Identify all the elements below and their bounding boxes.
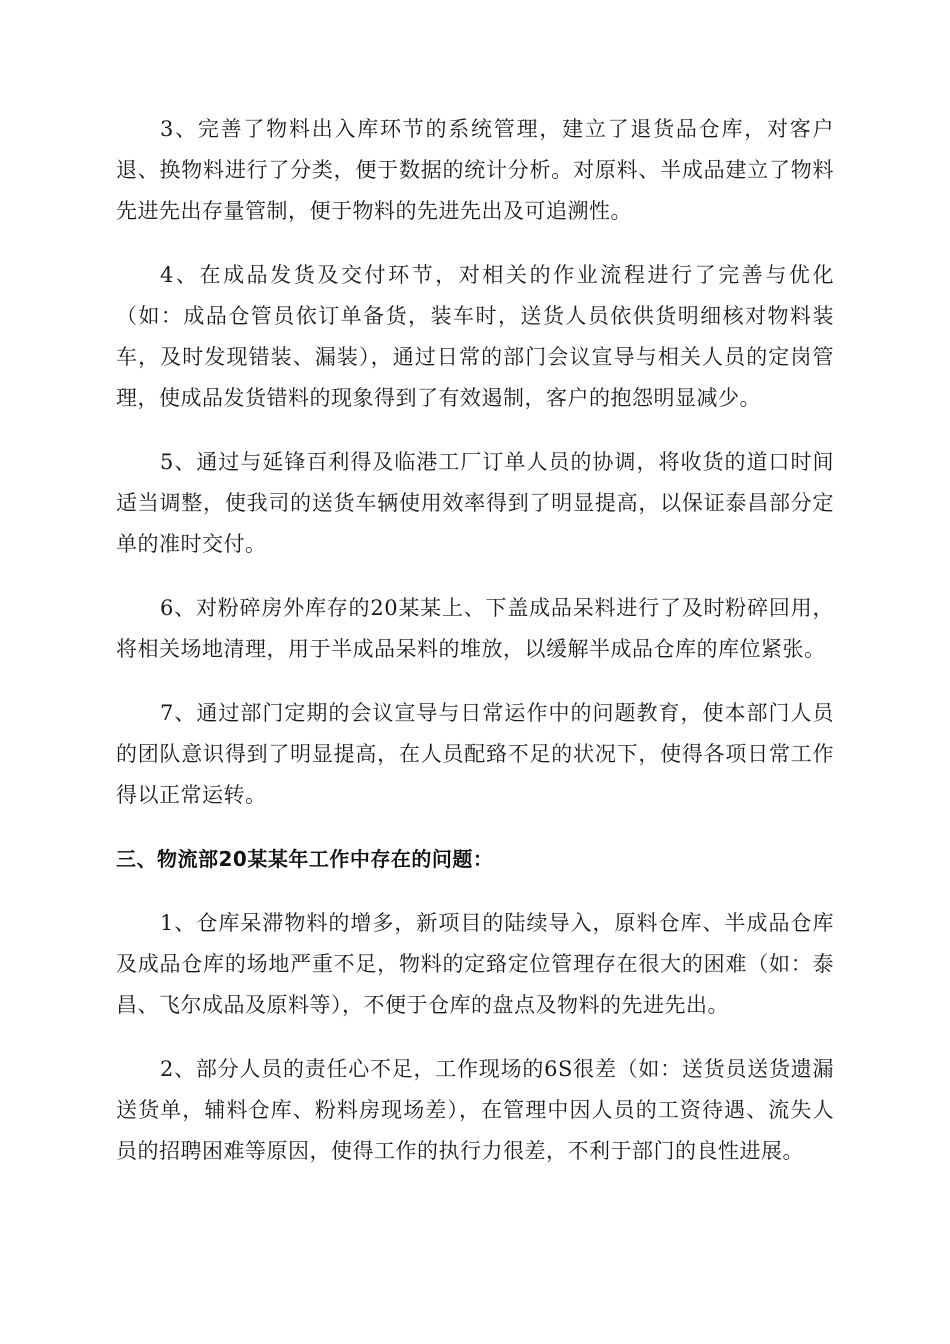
paragraph-item-4: 4、在成品发货及交付环节，对相关的作业流程进行了完善与优化（如：成品仓管员依订单备货，装车时，送货人员依供货明细核对物料装车，及时发现错装、漏装），通过日常的部门会议宣导与相关人员的定岗管理，使成品发货错料的现象得到了有效遏制，客户的抱怨明显减少。 — [116, 263, 834, 410]
problem-item-2: 2、部分人员的责任心不足，工作现场的6S很差（如：送货员送货遗漏送货单，辅料仓库、粉料房现场差），在管理中因人员的工资待遇、流失人员的招聘困难等原因，使得工作的执行力很差，不利于部门的良性进展。 — [116, 1057, 834, 1163]
problem-item-1: 1、仓库呆滞物料的增多，新项目的陆续导入，原料仓库、半成品仓库及成品仓库的场地严重不足，物料的定臵定位管理存在很大的困难（如：泰昌、飞尔成品及原料等），不便于仓库的盘点及物料的先进先出。 — [116, 911, 834, 1017]
section-heading: 三、物流部20某某年工作中存在的问题： — [116, 847, 494, 871]
paragraph-item-5: 5、通过与延锋百利得及临港工厂订单人员的协调，将收货的道口时间适当调整，使我司的送货车辆使用效率得到了明显提高，以保证泰昌部分定单的准时交付。 — [116, 450, 834, 556]
paragraph-item-7: 7、通过部门定期的会议宣导与日常运作中的问题教育，使本部门人员的团队意识得到了明显提高，在人员配臵不足的状况下，使得各项日常工作得以正常运转。 — [116, 701, 834, 807]
document-body — [116, 109, 834, 1195]
paragraph-item-6: 6、对粉碎房外库存的20某某上、下盖成品呆料进行了及时粉碎回用，将相关场地清理，用于半成品呆料的堆放，以缓解半成品仓库的库位紧张。 — [116, 596, 834, 661]
paragraph-item-3: 3、完善了物料出入库环节的系统管理，建立了退货品仓库，对客户退、换物料进行了分类，便于数据的统计分析。对原料、半成品建立了物料先进先出存量管制，便于物料的先进先出及可追溯性。 — [116, 117, 834, 223]
